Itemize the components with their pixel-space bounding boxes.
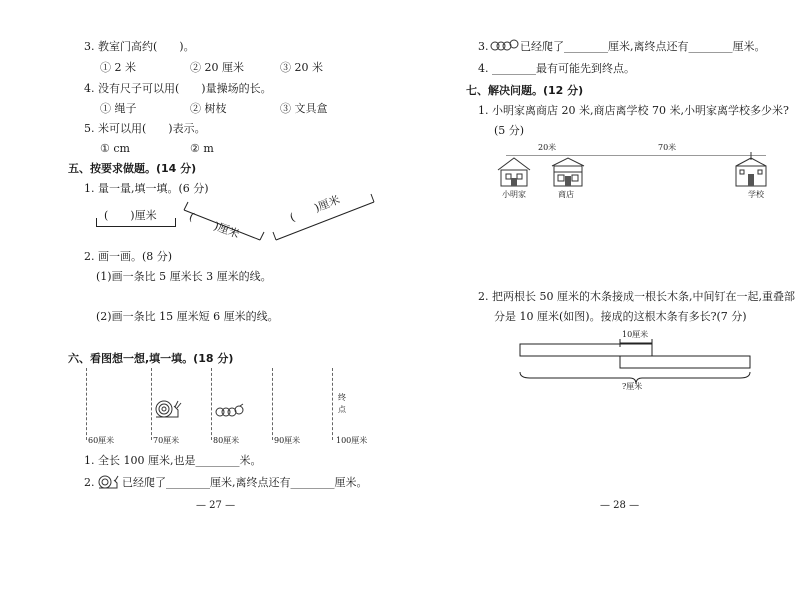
section-7-title: 七、解决问题。(12 分): [466, 84, 584, 97]
option-3[interactable]: ③ 20 米: [280, 61, 323, 74]
page-number-right: — 28 —: [600, 500, 640, 511]
finish-label: 终点: [338, 393, 346, 414]
option-2[interactable]: ② m: [190, 142, 214, 155]
mark-label: 100厘米: [336, 436, 368, 445]
mark-label: 80厘米: [213, 436, 240, 445]
option-1[interactable]: ① cm: [100, 142, 130, 155]
store-label: 商店: [558, 190, 574, 199]
measure-label-1: ( )厘米: [104, 209, 157, 222]
distance-label-20: 20米: [538, 143, 557, 152]
question-3: 已经爬了________厘米,离终点还有________厘米。: [520, 40, 766, 53]
option-3[interactable]: ③ 文具盒: [280, 102, 328, 115]
option-1[interactable]: ① 2 米: [100, 61, 136, 74]
section-6-question-2: 已经爬了________厘米,离终点还有________厘米。: [122, 476, 368, 489]
section-7-question-1: 1. 小明家离商店 20 米,商店离学校 70 米,小明家离学校多少米?: [478, 104, 789, 117]
total-length-label: ?厘米: [622, 382, 643, 391]
mark-label: 60厘米: [88, 436, 115, 445]
section-6-question-1: 1. 全长 100 厘米,也是________米。: [84, 454, 262, 467]
section-5-title: 五、按要求做题。(14 分): [68, 162, 197, 175]
option-2[interactable]: ② 树枝: [190, 102, 227, 115]
draw-task-1: (1)画一条比 5 厘米长 3 厘米的线。: [96, 270, 272, 283]
section-6-question-2-number: 2.: [84, 476, 95, 489]
school-label: 学校: [748, 190, 764, 199]
measure-label-3: ( )厘米: [288, 193, 342, 225]
question-4: 4. 没有尺子可以用( )量操场的长。: [84, 82, 272, 95]
section-7-question-2-line-2: 分是 10 厘米(如图)。接成的这根木条有多长?(7 分): [494, 310, 747, 323]
question-3: 3. 教室门高约( )。: [84, 40, 195, 53]
option-2[interactable]: ② 20 厘米: [190, 61, 244, 74]
option-1[interactable]: ① 绳子: [100, 102, 137, 115]
mark-label: 90厘米: [274, 436, 301, 445]
home-label: 小明家: [502, 190, 526, 199]
section-6-title: 六、看图想一想,填一填。(18 分): [68, 352, 234, 365]
question-1-points: (5 分): [494, 124, 525, 137]
overlap-label: 10厘米: [622, 330, 649, 339]
question-5: 5. 米可以用( )表示。: [84, 122, 206, 135]
mark-label: 70厘米: [153, 436, 180, 445]
distance-label-70: 70米: [658, 143, 677, 152]
section-7-question-2-line-1: 2. 把两根长 50 厘米的木条接成一根长木条,中间钉在一起,重叠部: [478, 290, 795, 303]
draw-task-2: (2)画一条比 15 厘米短 6 厘米的线。: [96, 310, 279, 323]
measure-label-2: ( )厘米: [187, 210, 242, 241]
section-5-question-1: 1. 量一量,填一填。(6 分): [84, 182, 209, 195]
section-5-question-2: 2. 画一画。(8 分): [84, 250, 173, 263]
question-3-number: 3.: [478, 40, 489, 53]
page-number-left: — 27 —: [196, 500, 236, 511]
question-4: 4. ________最有可能先到终点。: [478, 62, 635, 75]
